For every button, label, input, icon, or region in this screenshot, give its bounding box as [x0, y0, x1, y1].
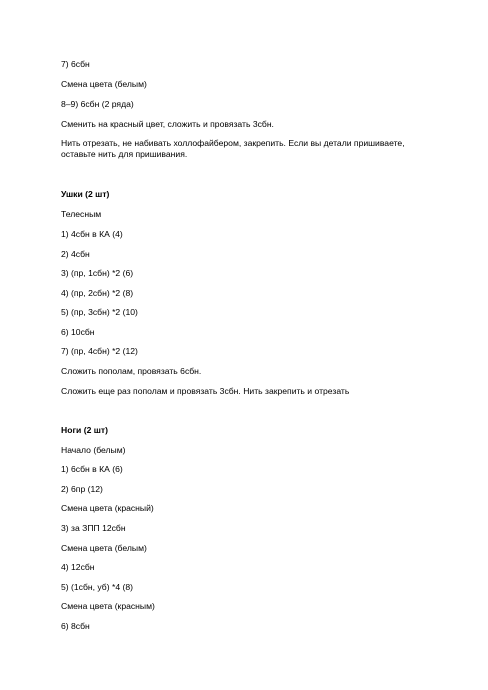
- instruction-line: 3) за ЗПП 12сбн: [61, 523, 126, 533]
- instruction-line: 2) 6пр (12): [61, 484, 103, 494]
- instruction-line: 5) (пр, 3сбн) *2 (10): [61, 307, 138, 317]
- instruction-line: Телесным: [61, 209, 102, 219]
- instruction-line: 8–9) 6сбн (2 ряда): [61, 99, 134, 109]
- instruction-line: 4) (пр, 2сбн) *2 (8): [61, 288, 134, 298]
- section-heading-legs: Ноги (2 шт): [61, 425, 108, 435]
- instruction-line: Сменить на красный цвет, сложить и провязать 3сбн.: [61, 119, 274, 129]
- instruction-line: Смена цвета (белым): [61, 543, 147, 553]
- instruction-line: 3) (пр, 1сбн) *2 (6): [61, 268, 134, 278]
- instruction-line: 1) 4сбн в КА (4): [61, 229, 123, 239]
- section-heading-ears: Ушки (2 шт): [61, 189, 110, 199]
- instruction-line: 5) (1сбн, уб) *4 (8): [61, 582, 133, 592]
- instruction-line: Смена цвета (белым): [61, 79, 147, 89]
- instruction-line: 2) 4сбн: [61, 249, 90, 259]
- instruction-line: Начало (белым): [61, 445, 126, 455]
- instruction-line: 1) 6сбн в КА (6): [61, 464, 123, 474]
- instruction-line: Сложить пополам, провязать 6сбн.: [61, 366, 202, 376]
- instruction-paragraph: Нить отрезать, не набивать холлофайбером, закрепить. Если вы детали пришиваете, оставьте нить для пришивания.: [61, 138, 405, 159]
- instruction-line: 4) 12сбн: [61, 562, 95, 572]
- instruction-line: 6) 8сбн: [61, 621, 90, 631]
- instruction-line: Смена цвета (красный): [61, 503, 154, 513]
- instruction-line: 7) (пр, 4сбн) *2 (12): [61, 346, 138, 356]
- instruction-line: 6) 10сбн: [61, 327, 95, 337]
- instruction-line: Смена цвета (красным): [61, 601, 155, 611]
- instruction-line: Сложить еще раз пополам и провязать 3сбн. Нить закрепить и отрезать: [61, 386, 350, 396]
- instruction-line: 7) 6сбн: [61, 59, 90, 69]
